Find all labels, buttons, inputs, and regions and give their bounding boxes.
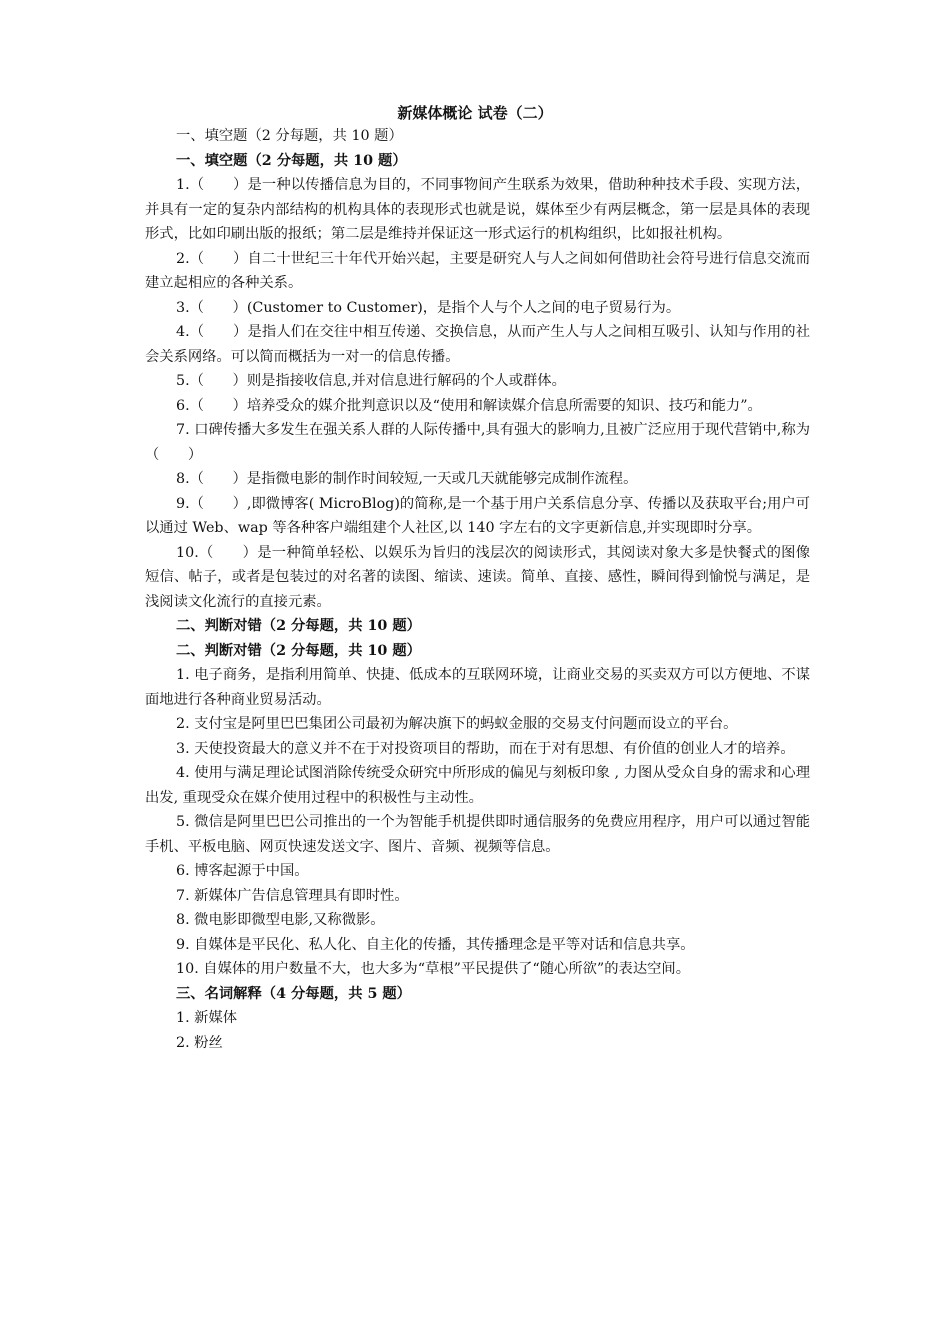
fill-blank-list xyxy=(145,173,810,614)
exam-body xyxy=(145,124,810,1055)
section-2-heading-repeat: 二、判断对错（2 分每题，共 10 题） xyxy=(176,642,421,659)
true-false-list xyxy=(145,663,810,982)
fill-blank-item-1: 1.（ ）是一种以传播信息为目的，不同事物间产生联系为效果，借助种种技术手段、实现方法，并具有一定的复杂内部结构的机构具体的表现形式也就是说，媒体至少有两层概念，第一层是具体的表现形式，比如印刷出版的报纸；第二层是维持并保证这一形式运行的机构组织，比如报社机构。 xyxy=(145,177,810,242)
true-false-item-6: 6. 博客起源于中国。 xyxy=(176,863,309,879)
term-item-2: 2. 粉丝 xyxy=(176,1034,223,1051)
fill-blank-item-6: 6.（ ）培养受众的媒介批判意识以及“使用和解读媒介信息所需要的知识、技巧和能力”。 xyxy=(176,397,762,414)
fill-blank-item-9: 9.（ ）,即微博客( MicroBlog)的简称,是一个基于用户关系信息分享、传播以及获取平台;用户可以通过 Web、wap 等各种客户端组建个人社区,以 140 字左右的文字更新信息,并实现即时分享。 xyxy=(145,495,810,536)
section-1-caption: 一、填空题（2 分每题，共 10 题） xyxy=(176,128,403,144)
fill-blank-item-5: 5.（ ）则是指接收信息,并对信息进行解码的个人或群体。 xyxy=(176,373,566,389)
true-false-item-9: 9. 自媒体是平民化、私人化、自主化的传播，其传播理念是平等对话和信息共享。 xyxy=(176,936,695,953)
true-false-item-5: 5. 微信是阿里巴巴公司推出的一个为智能手机提供即时通信服务的免费应用程序，用户可以通过智能手机、平板电脑、网页快速发送文字、图片、音频、视频等信息。 xyxy=(145,814,810,855)
fill-blank-item-3: 3.（ ）(Customer to Customer)，是指个人与个人之间的电子贸易行为。 xyxy=(176,299,681,316)
fill-blank-item-2: 2.（ ）自二十世纪三十年代开始兴起，主要是研究人与人之间如何借助社会符号进行信息交流而建立起相应的各种关系。 xyxy=(145,250,810,291)
section-1-heading: 一、填空题（2 分每题，共 10 题） xyxy=(176,152,407,169)
fill-blank-item-10: 10.（ ）是一种简单轻松、以娱乐为旨归的浅层次的阅读形式，其阅读对象大多是快餐式的图像短信、帖子，或者是包装过的对名著的读图、缩读、速读。简单、直接、感性，瞬间得到愉悦与满足，是浅阅读文化流行的直接元素。 xyxy=(145,544,810,610)
true-false-item-2: 2. 支付宝是阿里巴巴集团公司最初为解决旗下的蚂蚁金服的交易支付问题而设立的平台。 xyxy=(176,716,738,732)
true-false-item-8: 8. 微电影即微型电影,又称微影。 xyxy=(176,912,385,928)
true-false-item-3: 3. 天使投资最大的意义并不在于对投资项目的帮助，而在于对有思想、有价值的创业人才的培养。 xyxy=(176,740,795,757)
exam-title: 新媒体概论 试卷（二） xyxy=(397,104,553,122)
fill-blank-item-7: 7. 口碑传播大多发生在强关系人群的人际传播中,具有强大的影响力,且被广泛应用于现代营销中,称为（ ） xyxy=(145,422,810,463)
fill-blank-item-4: 4.（ ）是指人们在交往中相互传递、交换信息，从而产生人与人之间相互吸引、认知与作用的社会关系网络。可以简而概括为一对一的信息传播。 xyxy=(145,324,810,365)
true-false-item-1: 1. 电子商务，是指利用简单、快捷、低成本的互联网环境，让商业交易的买卖双方可以方便地、不谋面地进行各种商业贸易活动。 xyxy=(145,667,810,708)
term-item-1: 1. 新媒体 xyxy=(176,1010,238,1026)
section-2-heading: 二、判断对错（2 分每题，共 10 题） xyxy=(176,618,421,634)
true-false-item-4: 4. 使用与满足理论试图消除传统受众研究中所形成的偏见与刻板印象 , 力图从受众自身的需求和心理出发, 重现受众在媒介使用过程中的积极性与主动性。 xyxy=(145,765,810,806)
fill-blank-item-8: 8.（ ）是指微电影的制作时间较短,一天或几天就能够完成制作流程。 xyxy=(176,471,638,487)
section-3-heading: 三、名词解释（4 分每题，共 5 题） xyxy=(176,985,411,1002)
true-false-item-7: 7. 新媒体广告信息管理具有即时性。 xyxy=(176,887,409,904)
true-false-item-10: 10. 自媒体的用户数量不大，也大多为“草根”平民提供了“随心所欲”的表达空间。 xyxy=(176,961,691,977)
term-definition-list xyxy=(145,1006,810,1055)
